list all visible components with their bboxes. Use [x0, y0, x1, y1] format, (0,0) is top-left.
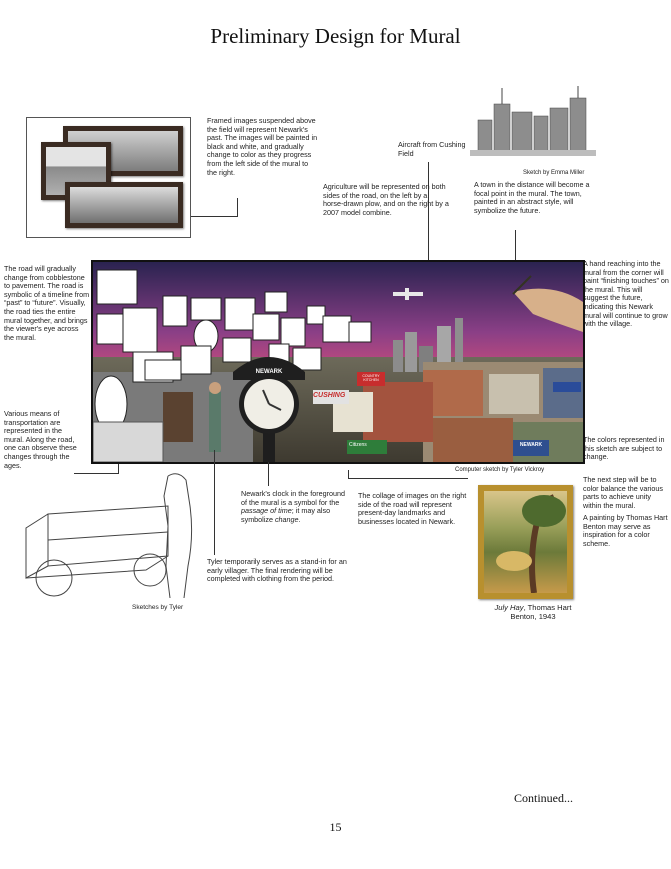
leader-line: [237, 198, 238, 216]
leader-line: [191, 216, 238, 217]
caption-framed-images: Framed images suspended above the field will represent Newark's past. The images will be painted in black and white, and gradually change to color as they progress from the left side of the mural to the right.: [207, 116, 318, 177]
framed-images-sketch: [26, 117, 191, 238]
caption-road: The road will gradually change from cobblestone to pavement. The road is symbolic of a timeline from “past” to “future”. Visually, the road ties the entire mural together, and brings the viewer's eye across the mural.: [4, 264, 90, 342]
caption-sketches-tyler: Sketches by Tyler: [132, 604, 184, 611]
caption-clock: [241, 490, 353, 524]
caption-aircraft: Aircraft from Cushing Field: [398, 140, 466, 158]
page-number: 15: [329, 820, 342, 834]
leader-line: [214, 450, 215, 555]
sign-cushing: CUSHING: [313, 392, 346, 399]
caption-tyler-standin: Tyler temporarily serves as a stand-in for an early villager. The final rendering will be completed with clothing from the period.: [207, 557, 347, 584]
caption-computer-sketch: Computer sketch by Tyler Vickroy: [455, 467, 545, 473]
continued-label: Continued...: [514, 791, 573, 805]
leader-line: [428, 162, 429, 274]
mural-computer-sketch: [93, 262, 583, 462]
sign-citizens: Citizens: [349, 442, 367, 448]
page-title: Preliminary Design for Mural: [210, 24, 461, 48]
painting-title: July Hay: [494, 603, 524, 612]
caption-clock-text-d: change: [274, 514, 299, 524]
skyline-sketch: [470, 86, 596, 166]
caption-clock-text-b: passage of time: [241, 506, 292, 516]
painting-credit: , Thomas Hart Benton, 1943: [510, 603, 572, 621]
leader-line: [348, 470, 349, 478]
caption-sketch-emma: Sketch by Emma Miller: [523, 170, 585, 176]
july-hay-painting: [478, 485, 573, 599]
framed-photo-bottom: [65, 182, 183, 228]
leader-line: [268, 462, 269, 486]
caption-painting: A painting by Thomas Hart Benton may serve as inspiration for a color scheme.: [583, 513, 668, 548]
caption-transportation: Various means of transportation are represented in the mural. Along the road, one can observe these changes through the ages.: [4, 409, 77, 470]
caption-clock-text-e: .: [298, 514, 301, 524]
painting-tree: [484, 491, 567, 593]
caption-town: A town in the distance will become a focal point in the mural. The town, painted in an abstract style, will symbolize the future.: [474, 180, 590, 215]
caption-clock-text-a: Newark's clock in the foreground of the mural is a symbol for the: [241, 489, 346, 507]
caption-july-hay: [488, 604, 578, 621]
sign-country-kitchen: COUNTRY KITCHEN: [362, 374, 380, 382]
caption-next-step: The next step will be to color balance the various parts to achieve unity within the mural.: [583, 475, 663, 510]
caption-collage: The collage of images on the right side of the road will represent present-day landmarks and businesses located in Newark.: [358, 491, 467, 526]
sign-newark: NEWARK: [519, 442, 543, 448]
leader-line: [515, 230, 516, 265]
caption-agriculture: Agriculture will be represented on both sides of the road, on the left by a horse-drawn plow, and on the right by a 2007 model combine.: [323, 182, 449, 217]
caption-clock-text-c: ; it may also symbolize: [241, 506, 331, 524]
caption-hand: A hand reaching into the mural from the corner will paint “finishing touches” on the mural. This will suggest the future, indicating this Newark mural will continue to grow with the village.: [583, 259, 669, 329]
leader-line: [348, 478, 468, 479]
caption-colors: The colors represented in this sketch are subject to change.: [583, 435, 665, 462]
wagon-horse-sketch: [18, 466, 208, 606]
clock-sign-label: NEWARK: [255, 369, 283, 375]
